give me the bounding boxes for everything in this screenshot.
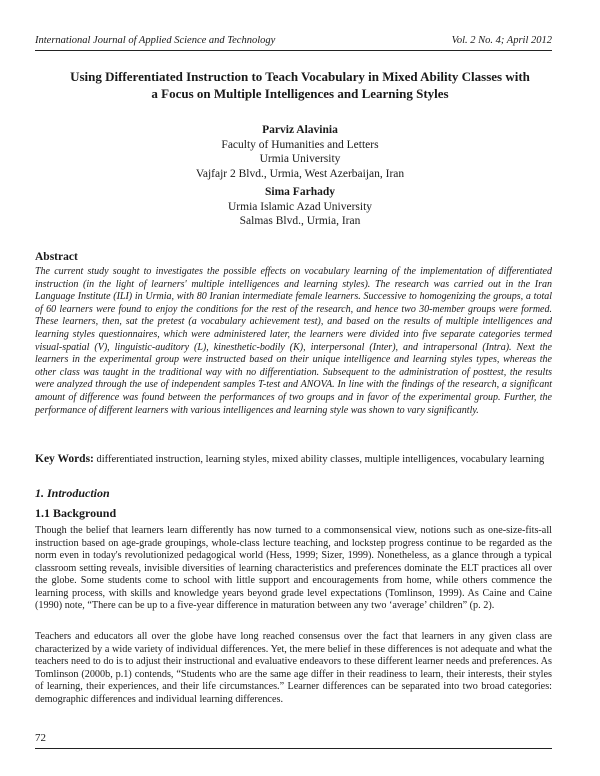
footer-rule bbox=[35, 748, 552, 749]
header-rule bbox=[35, 50, 552, 51]
body-paragraph: Though the belief that learners learn differently has now turned to a commonsensical view, notions such as one-size-fits-all instruction based on age-grade groupings, whole-class lecture teaching, and lockstep progress continue to be regarded as the norm even in today's revolutionized pedagogical world (Hess, 1999; Sizer, 1999). Nonetheless, as a glance through a typical classroom setting reveals, invisible diversities of learning characteristics and preferences dominate the ELT practices all over the globe. Some students come to school with little support and encouragements from home, while others commence the learning process, with skills and knowledge years beyond grade level expectations (Tomlinson, 1999). As Caine and Caine (1990) note, “There can be up to a five-year difference in maturation between any two ‘average’ children” (p. 2). bbox=[35, 525, 552, 611]
keywords bbox=[35, 452, 552, 467]
author-affiliation: Faculty of Humanities and Letters bbox=[221, 138, 379, 151]
abstract-text: The current study sought to investigates the possible effects on vocabulary learning of the implementation of differentiated instruction (in the light of learners' multiple intelligences and learning styles). The research was carried out in the Iran Language Institute (ILI) in Urmia, with 80 Iranian intermediate female learners. Successive to homogenizing the groups, a total of 60 learners were found to enjoy the conditions for the rest of the research, and hence two 30-member groups were formed. These learners, then, sat the pretest (a vocabulary achievement test), and based on the results of multiple intelligences and learning styles questionnaires, which were administered later, the learners were divided into five separate categories termed visual-spatial (V), linguistic-auditory (L), kinesthetic-bodily (K), interpersonal (Inter), and intrapersonal (Intra). Next the learners in the experimental group were instructed based on their unique intelligence and learning styles types, whereas the other class was taught in the traditional way with no differentiation. Subsequent to the administration of posttest, the results were analyzed through the use of independent samples T-test and ANOVA. In line with the findings of the research, a significant amount of difference was found between the performances of two groups and in favor of the experimental group. Further, the performance of different learners with various intelligences and learning style was shown to vary significantly. bbox=[35, 266, 552, 416]
author-affiliation: Urmia University bbox=[259, 153, 341, 165]
paper-title bbox=[40, 68, 560, 102]
author-name: Sima Farhady bbox=[265, 186, 335, 198]
running-header bbox=[35, 35, 552, 46]
author-address: Vajfajr 2 Blvd., Urmia, West Azerbaijan, Iran bbox=[195, 167, 405, 180]
title-line-2: a Focus on Multiple Intelligences and Learning Styles bbox=[151, 86, 449, 101]
title-line-1: Using Differentiated Instruction to Teach Vocabulary in Mixed Ability Classes with bbox=[70, 69, 530, 84]
journal-name: International Journal of Applied Science and Technology bbox=[35, 35, 276, 46]
page-number: 72 bbox=[35, 732, 46, 744]
keywords-label: Key Words: bbox=[35, 453, 94, 465]
body-paragraph: Teachers and educators all over the globe have long reached consensus over the fact that learners in any given class are characterized by a wide variety of individual differences. Yet, the mere belief in these differences is not adequate and what the teachers need to do is to adjust their instructional and evaluative endeavors to these different learner needs and preferences. As Tomlinson (2000b, p.1) contends, “Students who are the same age differ in their readiness to learn, their interests, their styles of learning, their experiences, and their life circumstances.” Learner differences can be separated into two broad categories: demographic differences and individual learning differences. bbox=[35, 631, 552, 705]
section-heading: 1. Introduction bbox=[35, 486, 110, 500]
author-block-2 bbox=[100, 185, 500, 229]
issue-info: Vol. 2 No. 4; April 2012 bbox=[451, 35, 552, 46]
author-name: Parviz Alavinia bbox=[262, 124, 338, 136]
subsection-heading: 1.1 Background bbox=[35, 506, 117, 520]
author-address: Salmas Blvd., Urmia, Iran bbox=[239, 215, 361, 227]
abstract-heading: Abstract bbox=[35, 251, 78, 263]
author-affiliation: Urmia Islamic Azad University bbox=[227, 200, 373, 213]
author-block-1 bbox=[100, 123, 500, 181]
keywords-text: differentiated instruction, learning styles, mixed ability classes, multiple intelligences, vocabulary learning bbox=[96, 454, 545, 465]
